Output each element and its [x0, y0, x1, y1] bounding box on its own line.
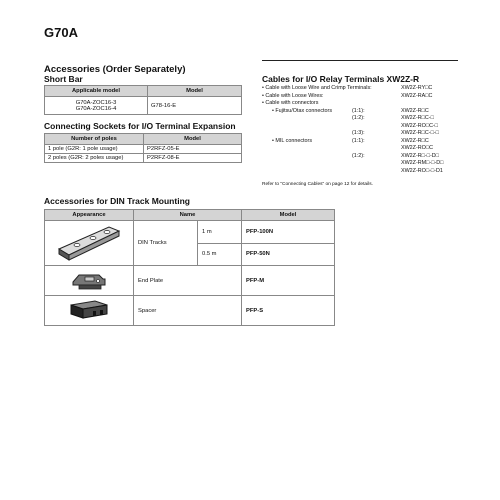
section-title-accessories: Accessories (Order Separately)	[44, 64, 186, 75]
cables-list	[262, 85, 462, 175]
cable-label: • Cable with Loose Wires:	[262, 93, 324, 99]
model-cell: P2RFZ-08-E	[144, 154, 242, 163]
cable-row	[262, 85, 462, 93]
cable-ratio: (1:1):	[352, 107, 365, 114]
table-row	[45, 296, 335, 326]
din-track-illustration	[49, 221, 129, 263]
column-header: Applicable model	[45, 86, 148, 97]
din-length: 1 m	[198, 221, 242, 244]
sockets-title: Connecting Sockets for I/O Terminal Expansion	[44, 121, 236, 131]
cable-row	[262, 100, 462, 108]
column-header: Model	[148, 86, 242, 97]
cable-ratio: (1:2):	[352, 152, 365, 159]
poles-cell: 1 pole (G2R: 1 pole usage)	[45, 145, 144, 154]
cable-row	[262, 93, 462, 101]
column-header: Appearance	[45, 210, 134, 221]
cable-row	[262, 168, 462, 176]
column-header: Name	[134, 210, 242, 221]
cable-model: XW2Z-R□C	[401, 107, 429, 114]
cable-model: XW2Z-RM□-□-D□	[401, 160, 444, 166]
cable-row	[262, 115, 462, 123]
poles-cell: 2 poles (G2R: 2 poles usage)	[45, 154, 144, 163]
table-row	[45, 145, 242, 154]
cables-note: Refer to “Connecting Cables” on page 12 for details.	[262, 182, 373, 187]
cable-label: • Fujitsu/Otax connectors	[272, 108, 332, 114]
column-header: Model	[144, 134, 242, 145]
cable-model: XW2Z-R□C-□-□	[401, 130, 439, 136]
cable-label: • Cable with connectors	[262, 100, 318, 106]
cable-label: • MIL connectors	[272, 138, 312, 144]
table-row	[45, 266, 335, 296]
model-cell: G78-16-E	[148, 97, 242, 115]
spacer-model: PFP-S	[242, 296, 335, 326]
cable-model: XW2Z-RY□C	[401, 85, 433, 91]
cable-model: XW2Z-RA□C	[401, 92, 433, 99]
end-plate-illustration	[49, 267, 129, 293]
short-bar-table	[44, 85, 242, 115]
cable-row	[262, 138, 462, 146]
short-bar-title: Short Bar	[44, 74, 83, 84]
sockets-table	[44, 133, 242, 163]
cable-row	[262, 153, 462, 161]
cable-ratio: (1:2):	[352, 115, 365, 121]
column-header: Model	[242, 210, 335, 221]
section-divider	[262, 60, 458, 61]
applicable-model: G70A-ZOC16-3	[75, 99, 117, 106]
cable-model: XW2Z-RO□C	[401, 145, 434, 151]
din-track-image-cell	[45, 221, 134, 266]
applicable-model-cell	[45, 97, 148, 115]
cables-title: Cables for I/O Relay Terminals XW2Z-R	[262, 74, 420, 84]
spacer-illustration	[49, 297, 129, 323]
applicable-model: G70A-ZOC16-4	[75, 105, 117, 112]
cable-row	[262, 108, 462, 116]
end-plate-name: End Plate	[134, 266, 242, 296]
cable-model: XW2Z-R□C	[401, 137, 429, 144]
cable-model: XW2Z-RO□-□-D1	[401, 167, 443, 174]
table-row	[45, 154, 242, 163]
spacer-name: Spacer	[134, 296, 242, 326]
cable-ratio: (1:3):	[352, 130, 365, 136]
cable-ratio: (1:1):	[352, 137, 365, 144]
din-model: PFP-50N	[242, 243, 335, 266]
din-table	[44, 209, 335, 326]
din-length: 0.5 m	[198, 243, 242, 266]
spacer-image-cell	[45, 296, 134, 326]
cable-model: XW2Z-RO□C-□	[401, 122, 439, 129]
end-plate-model: PFP-M	[242, 266, 335, 296]
column-header: Number of poles	[45, 134, 144, 145]
cable-row	[262, 123, 462, 131]
model-cell: P2RFZ-05-E	[144, 145, 242, 154]
cable-row	[262, 130, 462, 138]
din-tracks-name: DIN Tracks	[134, 221, 198, 266]
cable-model: XW2Z-R□C-□	[401, 115, 434, 121]
end-plate-image-cell	[45, 266, 134, 296]
page-title: G70A	[44, 25, 78, 40]
cable-label: • Cable with Loose Wire and Crimp Terminals:	[262, 85, 372, 91]
cable-model: XW2Z-R□-□-D□	[401, 152, 439, 159]
cable-row	[262, 145, 462, 153]
table-row	[45, 221, 335, 244]
din-model: PFP-100N	[242, 221, 335, 244]
cable-row	[262, 160, 462, 168]
din-title: Accessories for DIN Track Mounting	[44, 196, 190, 206]
